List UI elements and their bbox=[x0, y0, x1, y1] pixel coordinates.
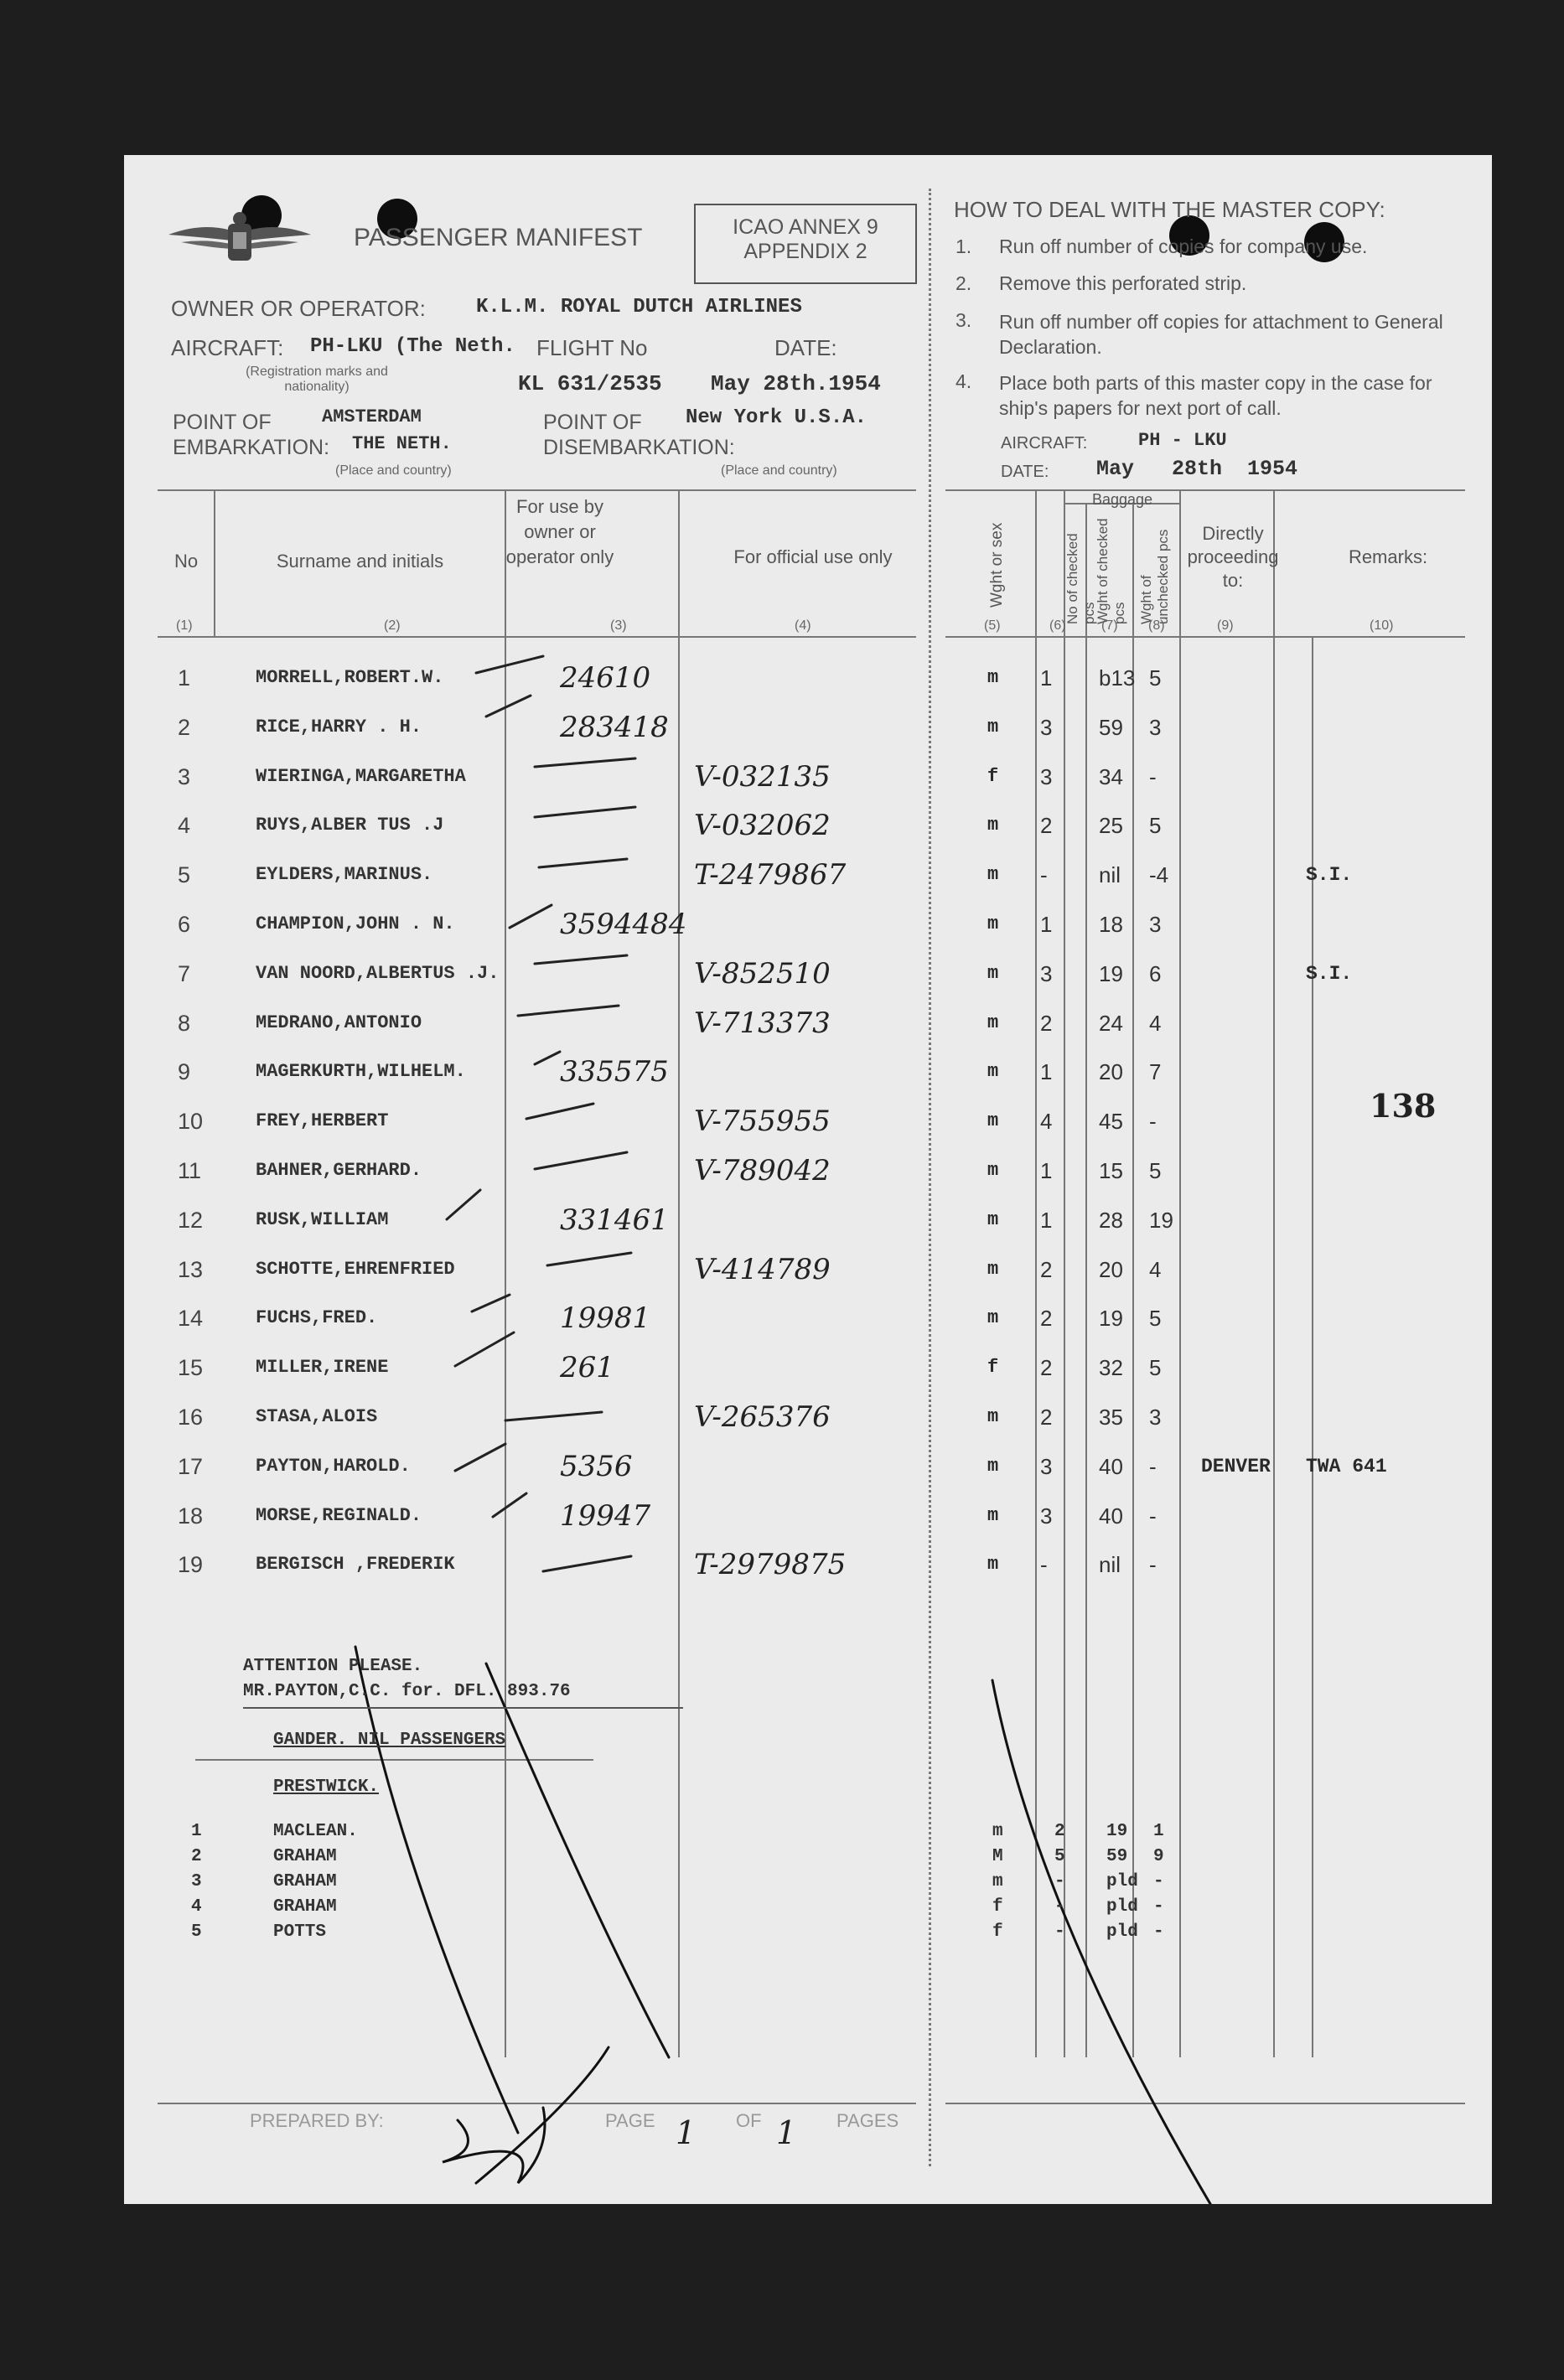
passenger-name: FUCHS,FRED. bbox=[256, 1307, 378, 1329]
instruction-item: Remove this perforated strip. bbox=[999, 272, 1247, 294]
weight-or-sex: m bbox=[987, 864, 999, 886]
checked-weight: 40 bbox=[1099, 1453, 1123, 1479]
weight-or-sex: m bbox=[987, 1504, 999, 1526]
unchecked-weight: - bbox=[1149, 1109, 1157, 1135]
row-number: 13 bbox=[178, 1256, 204, 1282]
strip-date-value: May 28th 1954 bbox=[1096, 457, 1298, 481]
passenger-name: FREY,HERBERT bbox=[256, 1110, 389, 1132]
checked-pieces: 1 bbox=[1040, 912, 1053, 937]
owner-label: OWNER OR OPERATOR: bbox=[171, 296, 426, 321]
checked-weight: 20 bbox=[1099, 1059, 1123, 1085]
row-number: 3 bbox=[178, 763, 191, 789]
checked-weight: 59 bbox=[1099, 714, 1123, 740]
prestwick-row bbox=[124, 1920, 1492, 1945]
unchecked-weight: - bbox=[1149, 1503, 1157, 1529]
official-use-number: V-414789 bbox=[694, 1252, 831, 1286]
row-number: 15 bbox=[178, 1355, 204, 1381]
checked-weight: 20 bbox=[1099, 1256, 1123, 1282]
owner-use-number: 19947 bbox=[560, 1498, 651, 1533]
of-label: OF bbox=[736, 2110, 762, 2131]
checked-pieces: - bbox=[1054, 1872, 1065, 1891]
checked-weight: nil bbox=[1099, 1552, 1121, 1578]
checked-pieces: 2 bbox=[1054, 1822, 1065, 1841]
unchecked-weight: 19 bbox=[1149, 1207, 1173, 1233]
prestwick-note: PRESTWICK. bbox=[273, 1777, 380, 1797]
instruction-item: Run off number off copies for attachment to General Declaration. bbox=[999, 311, 1443, 358]
col-num: (4) bbox=[795, 618, 811, 633]
passenger-name: BERGISCH ,FREDERIK bbox=[256, 1554, 455, 1575]
weight-or-sex: m bbox=[987, 1554, 999, 1575]
passenger-name: MEDRANO,ANTONIO bbox=[256, 1012, 422, 1033]
table-row bbox=[124, 900, 1492, 949]
checked-weight: pld bbox=[1106, 1897, 1138, 1917]
owner-use-number: 283418 bbox=[560, 710, 669, 744]
row-number: 5 bbox=[178, 862, 191, 888]
checked-weight: 24 bbox=[1099, 1010, 1123, 1036]
prestwick-row bbox=[124, 1895, 1492, 1920]
owner-use-number: 335575 bbox=[560, 1055, 669, 1089]
weight-or-sex: f bbox=[987, 1357, 999, 1379]
weight-or-sex: m bbox=[987, 1455, 999, 1477]
col-header-baggage: Baggage bbox=[1091, 491, 1153, 508]
table-row bbox=[124, 1048, 1492, 1096]
unchecked-weight: 9 bbox=[1153, 1847, 1164, 1866]
strip-date-label: DATE: bbox=[1001, 463, 1049, 481]
table-row bbox=[124, 1097, 1492, 1146]
prestwick-row bbox=[124, 1819, 1492, 1844]
official-use-number: V-852510 bbox=[694, 956, 831, 991]
col-num: (10) bbox=[1370, 618, 1394, 633]
remarks: S.I. bbox=[1306, 864, 1353, 887]
unchecked-weight: 5 bbox=[1149, 1306, 1162, 1332]
table-row bbox=[124, 753, 1492, 801]
passenger-name: RUYS,ALBER TUS .J bbox=[256, 815, 444, 836]
prestwick-row bbox=[124, 1870, 1492, 1895]
checked-weight: 34 bbox=[1099, 763, 1123, 789]
weight-or-sex: m bbox=[987, 1258, 999, 1280]
table-row bbox=[124, 1442, 1492, 1491]
row-number: 7 bbox=[178, 960, 191, 986]
passenger-name: POTTS bbox=[273, 1922, 327, 1942]
instructions-title: HOW TO DEAL WITH THE MASTER COPY: bbox=[954, 197, 1385, 222]
instruction-item: Place both parts of this master copy in the case for ship's papers for next port of call. bbox=[999, 372, 1432, 419]
checked-weight: 40 bbox=[1099, 1503, 1123, 1529]
row-number: 1 bbox=[178, 665, 191, 691]
document-title: PASSENGER MANIFEST bbox=[354, 224, 643, 251]
unchecked-weight: 4 bbox=[1149, 1256, 1162, 1282]
col-header-weight-sex: Wght or sex bbox=[988, 522, 1006, 608]
gander-note: GANDER. NIL PASSENGERS bbox=[273, 1731, 506, 1750]
weight-or-sex: m bbox=[987, 962, 999, 984]
checked-pieces: 1 bbox=[1040, 1207, 1053, 1233]
embarkation-city: AMSTERDAM bbox=[322, 406, 422, 427]
passenger-name: CHAMPION,JOHN . N. bbox=[256, 913, 455, 934]
pages-label: PAGES bbox=[836, 2110, 899, 2131]
attention-note: ATTENTION PLEASE. bbox=[243, 1657, 423, 1676]
row-number: 4 bbox=[191, 1897, 202, 1917]
unchecked-weight: 5 bbox=[1149, 813, 1162, 839]
weight-or-sex: M bbox=[992, 1847, 1003, 1866]
passenger-name: RUSK,WILLIAM bbox=[256, 1208, 389, 1230]
page-value: 1 bbox=[676, 2114, 697, 2151]
weight-or-sex: f bbox=[987, 765, 999, 787]
col-header-owner-use: For use by owner or operator only bbox=[505, 496, 614, 567]
flight-value: KL 631/2535 bbox=[518, 371, 662, 396]
checked-pieces: - bbox=[1054, 1897, 1065, 1917]
col-header-checked-wght: Wght of checked pcs bbox=[1095, 518, 1127, 624]
weight-or-sex: m bbox=[987, 1406, 999, 1427]
weight-or-sex: m bbox=[987, 667, 999, 688]
prepared-by-label: PREPARED BY: bbox=[250, 2110, 384, 2131]
passenger-name: BAHNER,GERHARD. bbox=[256, 1160, 422, 1181]
owner-use-number: 24610 bbox=[560, 661, 651, 695]
official-use-number: V-755955 bbox=[694, 1105, 831, 1139]
checked-pieces: - bbox=[1040, 862, 1048, 888]
row-number: 2 bbox=[191, 1847, 202, 1866]
checked-pieces: 3 bbox=[1040, 714, 1053, 740]
col-header-proceeding: Directly proceeding to: bbox=[1187, 523, 1279, 591]
weight-or-sex: m bbox=[987, 716, 999, 737]
row-number: 12 bbox=[178, 1207, 204, 1233]
checked-pieces: 3 bbox=[1040, 1503, 1053, 1529]
annex-line: ICAO ANNEX 9 bbox=[733, 215, 878, 239]
passenger-name: GRAHAM bbox=[273, 1872, 337, 1891]
passenger-name: MORRELL,ROBERT.W. bbox=[256, 667, 444, 688]
remarks: S.I. bbox=[1306, 962, 1353, 985]
table-row bbox=[124, 1196, 1492, 1244]
table-row bbox=[124, 1146, 1492, 1195]
owner-use-number: 19981 bbox=[560, 1301, 651, 1336]
table-row bbox=[124, 801, 1492, 850]
official-use-number: V-713373 bbox=[694, 1006, 831, 1040]
row-number: 8 bbox=[178, 1010, 191, 1036]
owner-use-number: 3594484 bbox=[560, 908, 687, 941]
passenger-name: STASA,ALOIS bbox=[256, 1406, 378, 1427]
payton-note: MR.PAYTON,C.C. for. DFL. 893.76 bbox=[243, 1682, 571, 1701]
col-num: (5) bbox=[984, 618, 1001, 633]
passenger-name: MAGERKURTH,WILHELM. bbox=[256, 1061, 466, 1083]
proceeding-to: DENVER bbox=[1201, 1455, 1271, 1477]
owner-value: K.L.M. ROYAL DUTCH AIRLINES bbox=[476, 296, 802, 318]
date-value: May 28th.1954 bbox=[711, 371, 881, 396]
row-number: 16 bbox=[178, 1405, 204, 1430]
row-number: 2 bbox=[178, 714, 191, 740]
passenger-name: MILLER,IRENE bbox=[256, 1357, 389, 1379]
unchecked-weight: - bbox=[1149, 1453, 1157, 1479]
checked-pieces: 2 bbox=[1040, 1010, 1053, 1036]
prestwick-row bbox=[124, 1844, 1492, 1870]
unchecked-weight: - bbox=[1153, 1897, 1164, 1917]
weight-or-sex: f bbox=[992, 1922, 1003, 1942]
row-number: 10 bbox=[178, 1109, 204, 1135]
disembarkation-place-note: (Place and country) bbox=[721, 463, 837, 478]
instruction-number: 2. bbox=[955, 272, 972, 294]
passenger-name: GRAHAM bbox=[273, 1897, 337, 1917]
official-use-number: T-2479867 bbox=[694, 858, 847, 892]
weight-or-sex: m bbox=[987, 1110, 999, 1132]
checked-weight: 19 bbox=[1099, 960, 1123, 986]
embarkation-place-note: (Place and country) bbox=[335, 463, 452, 478]
checked-weight: 28 bbox=[1099, 1207, 1123, 1233]
unchecked-weight: - bbox=[1149, 1552, 1157, 1578]
weight-or-sex: m bbox=[987, 815, 999, 836]
checked-weight: 15 bbox=[1099, 1158, 1123, 1183]
row-number: 6 bbox=[178, 912, 191, 937]
checked-weight: nil bbox=[1099, 862, 1121, 888]
disembarkation-value: New York U.S.A. bbox=[686, 406, 867, 429]
official-use-number: V-265376 bbox=[694, 1400, 831, 1434]
instruction-number: 3. bbox=[955, 309, 972, 331]
instruction-number: 4. bbox=[955, 370, 972, 392]
instruction-item: Run off number of copies for company use. bbox=[999, 235, 1368, 257]
official-use-number: V-789042 bbox=[694, 1154, 831, 1187]
col-header-surname: Surname and initials bbox=[276, 551, 444, 572]
checked-weight: 45 bbox=[1099, 1109, 1123, 1135]
col-num: (8) bbox=[1148, 618, 1165, 633]
checked-weight: pld bbox=[1106, 1872, 1138, 1891]
page-number-stamp: 138 bbox=[1370, 1087, 1437, 1125]
row-number: 9 bbox=[178, 1059, 191, 1085]
passenger-name: PAYTON,HAROLD. bbox=[256, 1455, 411, 1477]
row-number: 18 bbox=[178, 1503, 204, 1529]
unchecked-weight: 1 bbox=[1153, 1822, 1164, 1841]
aircraft-value: PH-LKU (The Neth. bbox=[310, 335, 515, 358]
checked-pieces: 5 bbox=[1054, 1847, 1065, 1866]
weight-or-sex: m bbox=[987, 1012, 999, 1033]
strip-aircraft-value: PH - LKU bbox=[1138, 430, 1227, 451]
strip-aircraft-label: AIRCRAFT: bbox=[1001, 434, 1088, 453]
checked-weight: 35 bbox=[1099, 1405, 1123, 1430]
table-row bbox=[124, 1343, 1492, 1392]
checked-weight: 19 bbox=[1099, 1306, 1123, 1332]
row-number: 1 bbox=[191, 1822, 202, 1841]
checked-pieces: 2 bbox=[1040, 1306, 1053, 1332]
weight-or-sex: m bbox=[987, 1061, 999, 1083]
weight-or-sex: m bbox=[987, 1307, 999, 1329]
checked-weight: 59 bbox=[1106, 1847, 1128, 1866]
passenger-name: RICE,HARRY . H. bbox=[256, 716, 422, 737]
passenger-name: WIERINGA,MARGARETHA bbox=[256, 765, 466, 787]
unchecked-weight: -4 bbox=[1149, 862, 1169, 888]
checked-pieces: - bbox=[1054, 1922, 1065, 1942]
official-use-number: V-032135 bbox=[694, 759, 831, 794]
weight-or-sex: m bbox=[987, 913, 999, 934]
registration-note: (Registration marks and nationality) bbox=[246, 365, 388, 394]
unchecked-weight: 5 bbox=[1149, 1355, 1162, 1381]
row-number: 3 bbox=[191, 1872, 202, 1891]
checked-pieces: 3 bbox=[1040, 960, 1053, 986]
appendix-line: APPENDIX 2 bbox=[743, 240, 867, 263]
weight-or-sex: m bbox=[992, 1822, 1003, 1841]
table-row bbox=[124, 1294, 1492, 1343]
checked-pieces: 2 bbox=[1040, 813, 1053, 839]
manifest-sheet bbox=[124, 155, 1492, 2204]
col-num: (1) bbox=[176, 618, 193, 633]
checked-weight: 32 bbox=[1099, 1355, 1123, 1381]
col-num: (7) bbox=[1101, 618, 1118, 633]
table-row bbox=[124, 949, 1492, 998]
table-row bbox=[124, 1245, 1492, 1294]
passenger-name: SCHOTTE,EHRENFRIED bbox=[256, 1258, 455, 1280]
table-row bbox=[124, 703, 1492, 752]
row-number: 14 bbox=[178, 1306, 204, 1332]
col-num: (2) bbox=[384, 618, 401, 633]
passenger-name: MORSE,REGINALD. bbox=[256, 1504, 422, 1526]
table-row bbox=[124, 1492, 1492, 1540]
unchecked-weight: 3 bbox=[1149, 1405, 1162, 1430]
row-number: 5 bbox=[191, 1922, 202, 1942]
unchecked-weight: - bbox=[1153, 1922, 1164, 1942]
table-row bbox=[124, 851, 1492, 899]
unchecked-weight: 5 bbox=[1149, 1158, 1162, 1183]
unchecked-weight: 7 bbox=[1149, 1059, 1162, 1085]
embarkation-label: POINT OF EMBARKATION: bbox=[173, 411, 330, 459]
date-label: DATE: bbox=[774, 335, 837, 360]
unchecked-weight: 6 bbox=[1149, 960, 1162, 986]
checked-pieces: 1 bbox=[1040, 1059, 1053, 1085]
checked-pieces: 1 bbox=[1040, 665, 1053, 691]
weight-or-sex: m bbox=[992, 1872, 1003, 1891]
page-label: PAGE bbox=[605, 2110, 655, 2131]
checked-pieces: 3 bbox=[1040, 1453, 1053, 1479]
passenger-name: EYLDERS,MARINUS. bbox=[256, 864, 433, 886]
checked-weight: b13 bbox=[1099, 665, 1136, 691]
checked-pieces: 2 bbox=[1040, 1355, 1053, 1381]
payton-note-underline bbox=[243, 1707, 683, 1709]
col-header-official: For official use only bbox=[733, 546, 893, 567]
owner-use-number: 331461 bbox=[560, 1203, 669, 1237]
checked-weight: pld bbox=[1106, 1922, 1138, 1942]
col-num: (3) bbox=[610, 618, 627, 633]
remarks: TWA 641 bbox=[1306, 1455, 1387, 1477]
aircraft-label: AIRCRAFT: bbox=[171, 335, 284, 360]
checked-pieces: 4 bbox=[1040, 1109, 1053, 1135]
row-number: 4 bbox=[178, 813, 191, 839]
weight-or-sex: f bbox=[992, 1897, 1003, 1917]
col-num: (6) bbox=[1049, 618, 1066, 633]
unchecked-weight: 5 bbox=[1149, 665, 1162, 691]
instruction-number: 1. bbox=[955, 235, 972, 257]
table-row bbox=[124, 1393, 1492, 1441]
official-use-number: T-2979875 bbox=[694, 1548, 847, 1582]
checked-pieces: 1 bbox=[1040, 1158, 1053, 1183]
col-header-unchecked: Wght of unchecked pcs bbox=[1138, 529, 1171, 624]
unchecked-weight: - bbox=[1149, 763, 1157, 789]
official-use-number: V-032062 bbox=[694, 809, 831, 843]
col-header-checked-pcs: No of checked pcs bbox=[1064, 533, 1097, 624]
checked-pieces: 2 bbox=[1040, 1405, 1053, 1430]
checked-pieces: 3 bbox=[1040, 763, 1053, 789]
checked-weight: 25 bbox=[1099, 813, 1123, 839]
passenger-name: MACLEAN. bbox=[273, 1822, 358, 1841]
weight-or-sex: m bbox=[987, 1160, 999, 1181]
col-header-remarks: Remarks: bbox=[1348, 546, 1428, 567]
unchecked-weight: - bbox=[1153, 1872, 1164, 1891]
table-row bbox=[124, 1540, 1492, 1589]
unchecked-weight: 3 bbox=[1149, 912, 1162, 937]
checked-weight: 18 bbox=[1099, 912, 1123, 937]
weight-or-sex: m bbox=[987, 1208, 999, 1230]
table-row bbox=[124, 999, 1492, 1048]
passenger-name: VAN NOORD,ALBERTUS .J. bbox=[256, 962, 500, 984]
owner-use-number: 261 bbox=[560, 1351, 614, 1385]
unchecked-weight: 3 bbox=[1149, 714, 1162, 740]
of-value: 1 bbox=[776, 2114, 797, 2151]
unchecked-weight: 4 bbox=[1149, 1010, 1162, 1036]
checked-pieces: - bbox=[1040, 1552, 1048, 1578]
checked-weight: 19 bbox=[1106, 1822, 1128, 1841]
passenger-name: GRAHAM bbox=[273, 1847, 337, 1866]
table-row bbox=[124, 654, 1492, 702]
col-num: (9) bbox=[1217, 618, 1234, 633]
owner-use-number: 5356 bbox=[560, 1449, 633, 1483]
row-number: 11 bbox=[178, 1158, 202, 1183]
checked-pieces: 2 bbox=[1040, 1256, 1053, 1282]
col-header-no: No bbox=[173, 551, 199, 572]
row-number: 17 bbox=[178, 1453, 204, 1479]
disembarkation-label: POINT OF DISEMBARKATION: bbox=[543, 411, 735, 459]
embarkation-country: THE NETH. bbox=[352, 433, 452, 454]
flight-label: FLIGHT No bbox=[536, 335, 648, 360]
row-number: 19 bbox=[178, 1552, 204, 1578]
